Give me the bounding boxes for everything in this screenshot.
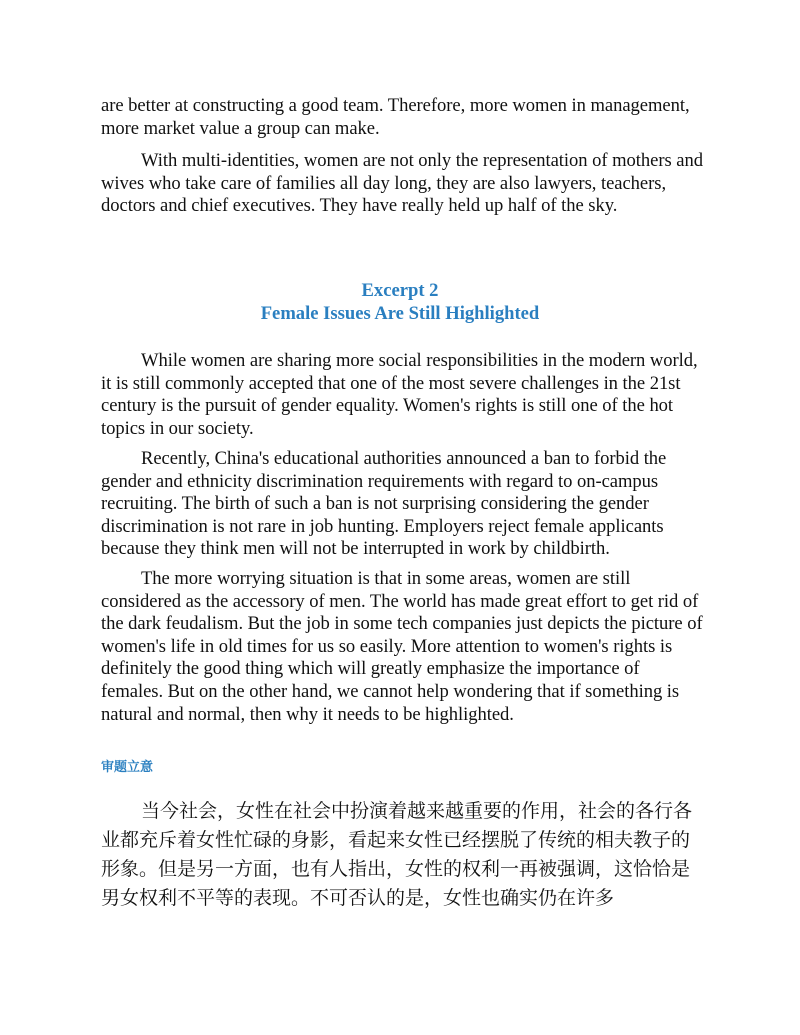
paragraph-ban-discrimination: Recently, China's educational authorities announced a ban to forbid the gender and ethnicity discrimination requirements with regard to on-campus recruiting. The birth of such a ban is not surprising considering the gender discrimination is not rare in job hunting. Employers reject female applicants because they think men will not be interrupted in work by childbirth. <box>101 448 667 560</box>
paragraph-analysis-chinese: 当今社会，女性在社会中扮演着越来越重要的作用，社会的各行各业都充斥着女性忙碌的身影，看起来女性已经摆脱了传统的相夫教子的形象。但是另一方面，也有人指出，女性的权利一再被强调，这恰恰是男女权利不平等的表现。不可否认的是，女性也确实仍在许多 <box>101 800 693 909</box>
paragraph-team-value: are better at constructing a good team. Therefore, more women in management, more market value a group can make. <box>101 95 690 139</box>
paragraph-multi-identities: With multi-identities, women are not only the representation of mothers and wives who take care of families all day long, they are also lawyers, teachers, doctors and chief executives. They have really held up half of the sky. <box>101 150 703 217</box>
section-label-analysis: 审题立意 <box>101 760 154 775</box>
paragraph-gender-equality: While women are sharing more social responsibilities in the modern world, it is still commonly accepted that one of the most severe challenges in the 21st century is the pursuit of gender equality. Women's rights is still one of the hot topics in our society. <box>101 350 698 439</box>
paragraph-worrying-situation: The more worrying situation is that in some areas, women are still considered as the accessory of men. The world has made great effort to get rid of the dark feudalism. But the job in some tech companies just depicts the picture of women's life in old times for us so easily. More attention to women's rights is definitely the good thing which will greatly emphasize the importance of females. But on the other hand, we cannot help wondering that if something is natural and normal, then why it needs to be highlighted. <box>101 568 703 725</box>
excerpt-label: Excerpt 2 <box>361 280 439 301</box>
excerpt-title: Female Issues Are Still Highlighted <box>260 303 540 324</box>
